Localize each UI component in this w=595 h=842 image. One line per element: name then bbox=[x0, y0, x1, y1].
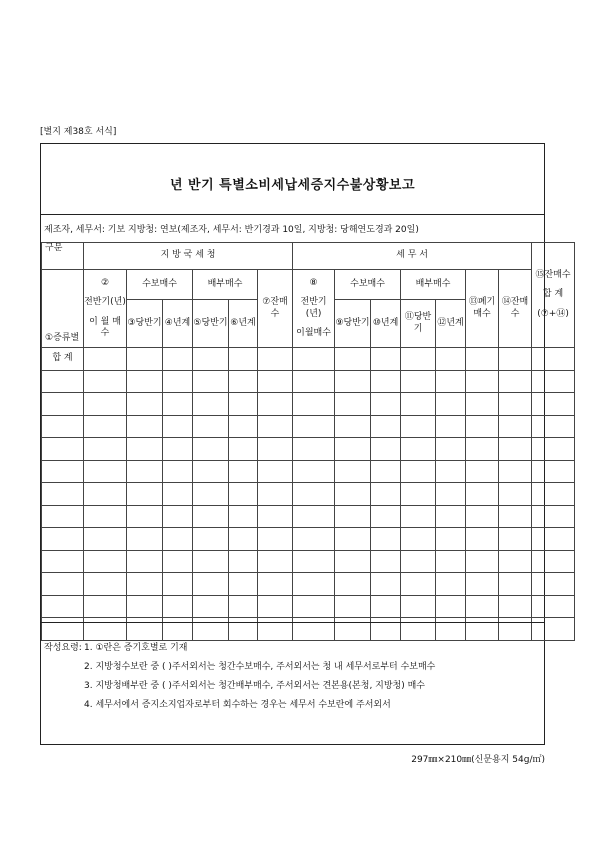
table-cell bbox=[229, 618, 258, 641]
table-cell bbox=[466, 438, 499, 461]
table-cell bbox=[163, 370, 193, 393]
table-cell bbox=[532, 438, 575, 461]
table-cell bbox=[371, 618, 401, 641]
table-cell bbox=[436, 595, 466, 618]
table-cell bbox=[466, 550, 499, 573]
table-cell bbox=[532, 370, 575, 393]
table-cell bbox=[499, 618, 532, 641]
table-cell bbox=[499, 438, 532, 461]
table-cell bbox=[193, 415, 229, 438]
table-cell bbox=[42, 550, 84, 573]
table-cell bbox=[466, 415, 499, 438]
table-cell bbox=[42, 460, 84, 483]
table-cell bbox=[371, 415, 401, 438]
form-title: 년 반기 특별소비세납세증지수불상황보고 bbox=[169, 178, 416, 193]
total-row bbox=[42, 348, 575, 371]
table-cell bbox=[532, 505, 575, 528]
table-cell bbox=[335, 438, 371, 461]
table-cell bbox=[84, 573, 127, 596]
corner-cell-top: 구분 bbox=[42, 243, 84, 270]
table-cell bbox=[258, 393, 293, 416]
table-cell bbox=[371, 438, 401, 461]
table-cell bbox=[436, 573, 466, 596]
table-cell bbox=[532, 415, 575, 438]
table-cell bbox=[499, 595, 532, 618]
table-cell bbox=[84, 505, 127, 528]
table-cell bbox=[401, 438, 436, 461]
table-cell bbox=[258, 505, 293, 528]
table-cell bbox=[532, 550, 575, 573]
table-cell bbox=[335, 618, 371, 641]
table-cell bbox=[163, 595, 193, 618]
table-cell bbox=[229, 595, 258, 618]
table-cell bbox=[293, 483, 335, 506]
tax-distributed-count-header: 배부매수 bbox=[401, 270, 466, 300]
table-cell bbox=[163, 528, 193, 551]
instruction-item: 3. 지방청배부란 중 ( )주서외서는 청간배부매수, 주서외서는 견본용(본청, 지방청) 매수 bbox=[84, 681, 426, 691]
table-cell bbox=[193, 393, 229, 416]
submission-description: 제조자, 세무서: 기보 지방청: 연보(제조자, 세무서: 반기경과 10일, 지방청: 당해연도경과 20일) bbox=[44, 225, 419, 235]
distributed-half-header: ⑤당반기 bbox=[193, 300, 229, 348]
table-cell bbox=[293, 415, 335, 438]
table-cell bbox=[436, 393, 466, 416]
table-cell bbox=[401, 483, 436, 506]
table-cell bbox=[293, 618, 335, 641]
table-row bbox=[42, 595, 575, 618]
table-cell bbox=[127, 528, 163, 551]
table-cell bbox=[335, 460, 371, 483]
table-cell bbox=[229, 505, 258, 528]
table-row bbox=[42, 618, 575, 641]
table-cell bbox=[127, 483, 163, 506]
table-cell bbox=[163, 393, 193, 416]
table-cell bbox=[335, 415, 371, 438]
tax-distributed-year-header: ⑫년계 bbox=[436, 300, 466, 348]
table-cell bbox=[229, 483, 258, 506]
table-cell bbox=[401, 618, 436, 641]
table-cell bbox=[163, 573, 193, 596]
instructions-lead: 작성요령: bbox=[44, 643, 82, 653]
table-cell bbox=[84, 393, 127, 416]
table-cell bbox=[532, 595, 575, 618]
table-cell bbox=[163, 438, 193, 461]
table-cell bbox=[42, 415, 84, 438]
table-cell bbox=[335, 528, 371, 551]
table-cell bbox=[293, 393, 335, 416]
received-half-header: ③당반기 bbox=[127, 300, 163, 348]
table-cell bbox=[163, 550, 193, 573]
prev-carryover-header: ② 전반기(년) 이 월 매 수 bbox=[84, 270, 127, 348]
disposed-count-header: ⑬폐기 매수 bbox=[466, 270, 499, 348]
table-cell bbox=[401, 505, 436, 528]
table-cell bbox=[42, 505, 84, 528]
table-cell bbox=[401, 415, 436, 438]
table-cell bbox=[127, 370, 163, 393]
received-year-header: ④년계 bbox=[163, 300, 193, 348]
table-cell bbox=[229, 528, 258, 551]
table-cell bbox=[258, 415, 293, 438]
table-cell bbox=[401, 550, 436, 573]
table-cell bbox=[127, 573, 163, 596]
table-cell bbox=[466, 393, 499, 416]
table-cell bbox=[499, 460, 532, 483]
table-cell bbox=[258, 528, 293, 551]
table-cell bbox=[127, 415, 163, 438]
stamp-status-table bbox=[41, 242, 575, 641]
table-cell bbox=[371, 460, 401, 483]
table-cell bbox=[293, 438, 335, 461]
table-cell bbox=[293, 370, 335, 393]
table-cell bbox=[258, 550, 293, 573]
distributed-count-header: 배부매수 bbox=[193, 270, 258, 300]
distributed-year-header: ⑥년계 bbox=[229, 300, 258, 348]
table-cell bbox=[229, 438, 258, 461]
table-cell bbox=[532, 393, 575, 416]
table-cell bbox=[193, 573, 229, 596]
instruction-item: 1. ①란은 증기호별로 기재 bbox=[84, 643, 188, 653]
table-cell bbox=[229, 573, 258, 596]
table-cell bbox=[84, 528, 127, 551]
table-row bbox=[42, 370, 575, 393]
table-cell bbox=[258, 460, 293, 483]
table-cell bbox=[193, 438, 229, 461]
table-cell bbox=[532, 483, 575, 506]
table-cell bbox=[499, 550, 532, 573]
table-row bbox=[42, 528, 575, 551]
table-cell bbox=[193, 460, 229, 483]
table-cell bbox=[229, 393, 258, 416]
table-cell bbox=[42, 393, 84, 416]
table-cell bbox=[84, 460, 127, 483]
received-count-header: 수보매수 bbox=[127, 270, 193, 300]
table-cell bbox=[42, 595, 84, 618]
table-cell bbox=[127, 460, 163, 483]
table-cell bbox=[42, 573, 84, 596]
table-cell bbox=[84, 483, 127, 506]
table-cell bbox=[193, 505, 229, 528]
table-cell bbox=[401, 573, 436, 596]
total-remaining-header: ⑮잔매수 합 계 (⑦+⑭) bbox=[532, 243, 575, 348]
table-cell bbox=[127, 505, 163, 528]
table-cell bbox=[193, 618, 229, 641]
table-cell bbox=[193, 595, 229, 618]
report-form bbox=[40, 143, 571, 745]
table-cell bbox=[532, 618, 575, 641]
tax-remaining-header: ⑭잔매수 bbox=[499, 270, 532, 348]
table-cell bbox=[293, 505, 335, 528]
table-cell bbox=[193, 550, 229, 573]
table-row bbox=[42, 460, 575, 483]
table-cell bbox=[84, 415, 127, 438]
table-cell bbox=[371, 483, 401, 506]
table-cell bbox=[499, 393, 532, 416]
table-cell bbox=[163, 483, 193, 506]
table-cell bbox=[42, 438, 84, 461]
tax-received-half-header: ⑨당반기 bbox=[335, 300, 371, 348]
table-cell bbox=[371, 528, 401, 551]
table-cell bbox=[293, 573, 335, 596]
table-row bbox=[42, 483, 575, 506]
table-cell bbox=[293, 460, 335, 483]
table-cell bbox=[335, 483, 371, 506]
table-cell bbox=[84, 595, 127, 618]
table-cell bbox=[258, 618, 293, 641]
table-cell bbox=[371, 595, 401, 618]
table-cell bbox=[163, 505, 193, 528]
table-cell bbox=[258, 483, 293, 506]
table-cell bbox=[193, 528, 229, 551]
tax-received-count-header: 수보매수 bbox=[335, 270, 401, 300]
table-cell bbox=[499, 370, 532, 393]
table-cell bbox=[436, 460, 466, 483]
table-cell bbox=[436, 505, 466, 528]
table-cell bbox=[335, 393, 371, 416]
table-cell bbox=[258, 438, 293, 461]
tax-distributed-half-header: ⑪당반기 bbox=[401, 300, 436, 348]
table-cell bbox=[466, 505, 499, 528]
table-cell bbox=[499, 528, 532, 551]
table-cell bbox=[193, 370, 229, 393]
table-cell bbox=[258, 370, 293, 393]
table-cell bbox=[163, 460, 193, 483]
table-cell bbox=[401, 595, 436, 618]
table-cell bbox=[335, 573, 371, 596]
table-cell bbox=[163, 618, 193, 641]
table-cell bbox=[466, 460, 499, 483]
table-cell bbox=[293, 528, 335, 551]
table-row bbox=[42, 415, 575, 438]
table-cell bbox=[335, 550, 371, 573]
table-cell bbox=[401, 528, 436, 551]
table-cell bbox=[532, 528, 575, 551]
table-row bbox=[42, 438, 575, 461]
table-cell bbox=[229, 370, 258, 393]
table-cell bbox=[84, 618, 127, 641]
table-row bbox=[42, 573, 575, 596]
instructions bbox=[44, 639, 435, 715]
form-number-label: [별지 제38호 서식] bbox=[40, 127, 117, 137]
table-row bbox=[42, 550, 575, 573]
table-cell bbox=[499, 573, 532, 596]
table-cell bbox=[466, 573, 499, 596]
table-cell bbox=[193, 483, 229, 506]
total-label: 합 계 bbox=[42, 348, 84, 371]
table-cell bbox=[466, 528, 499, 551]
instruction-item: 4. 세무서에서 증지소지업자로부터 회수하는 경우는 세무서 수보란에 주서외서 bbox=[84, 700, 391, 710]
table-cell bbox=[258, 573, 293, 596]
divider-bottom bbox=[41, 622, 544, 623]
table-cell bbox=[84, 438, 127, 461]
table-cell bbox=[436, 483, 466, 506]
table-cell bbox=[335, 505, 371, 528]
table-cell bbox=[84, 370, 127, 393]
table-cell bbox=[466, 370, 499, 393]
table-cell bbox=[229, 415, 258, 438]
local-office-header: 지 방 국 세 청 bbox=[84, 243, 293, 270]
table-cell bbox=[371, 505, 401, 528]
table-cell bbox=[436, 415, 466, 438]
table-cell bbox=[127, 595, 163, 618]
table-cell bbox=[258, 595, 293, 618]
table-cell bbox=[401, 370, 436, 393]
remaining-count-header: ⑦잔매수 bbox=[258, 270, 293, 348]
table-cell bbox=[371, 370, 401, 393]
table-cell bbox=[401, 460, 436, 483]
table-cell bbox=[436, 550, 466, 573]
table-cell bbox=[293, 595, 335, 618]
table-cell bbox=[335, 370, 371, 393]
table-cell bbox=[499, 415, 532, 438]
table-cell bbox=[42, 370, 84, 393]
table-cell bbox=[335, 595, 371, 618]
table-row bbox=[42, 393, 575, 416]
table-cell bbox=[436, 618, 466, 641]
table-cell bbox=[229, 550, 258, 573]
instruction-item: 2. 지방청수보란 중 ( )주서외서는 청간수보매수, 주서외서는 청 내 세무서로부터 수보매수 bbox=[84, 662, 436, 672]
table-cell bbox=[127, 550, 163, 573]
corner-cell-bottom: ①증류별 bbox=[42, 270, 84, 348]
divider-top bbox=[41, 214, 544, 215]
table-cell bbox=[499, 505, 532, 528]
table-cell bbox=[371, 393, 401, 416]
table-cell bbox=[436, 370, 466, 393]
table-cell bbox=[466, 618, 499, 641]
table-cell bbox=[163, 415, 193, 438]
table-cell bbox=[42, 483, 84, 506]
table-cell bbox=[127, 438, 163, 461]
table-cell bbox=[532, 573, 575, 596]
table-cell bbox=[436, 528, 466, 551]
table-cell bbox=[499, 483, 532, 506]
table-cell bbox=[42, 618, 84, 641]
table-cell bbox=[466, 483, 499, 506]
table-cell bbox=[371, 550, 401, 573]
tax-office-header: 세 무 서 bbox=[293, 243, 532, 270]
table-cell bbox=[371, 573, 401, 596]
table-cell bbox=[293, 550, 335, 573]
table-cell bbox=[229, 460, 258, 483]
table-cell bbox=[532, 460, 575, 483]
tax-prev-carryover-header: ⑧ 전반기(년) 이월매수 bbox=[293, 270, 335, 348]
table-cell bbox=[401, 393, 436, 416]
table-cell bbox=[127, 393, 163, 416]
paper-spec: 297㎜×210㎜(신문용지 54g/㎡) bbox=[411, 755, 545, 765]
table-cell bbox=[127, 618, 163, 641]
table-cell bbox=[436, 438, 466, 461]
table-cell bbox=[466, 595, 499, 618]
table-row bbox=[42, 505, 575, 528]
table-cell bbox=[42, 528, 84, 551]
table-cell bbox=[84, 550, 127, 573]
tax-received-year-header: ⑩년계 bbox=[371, 300, 401, 348]
